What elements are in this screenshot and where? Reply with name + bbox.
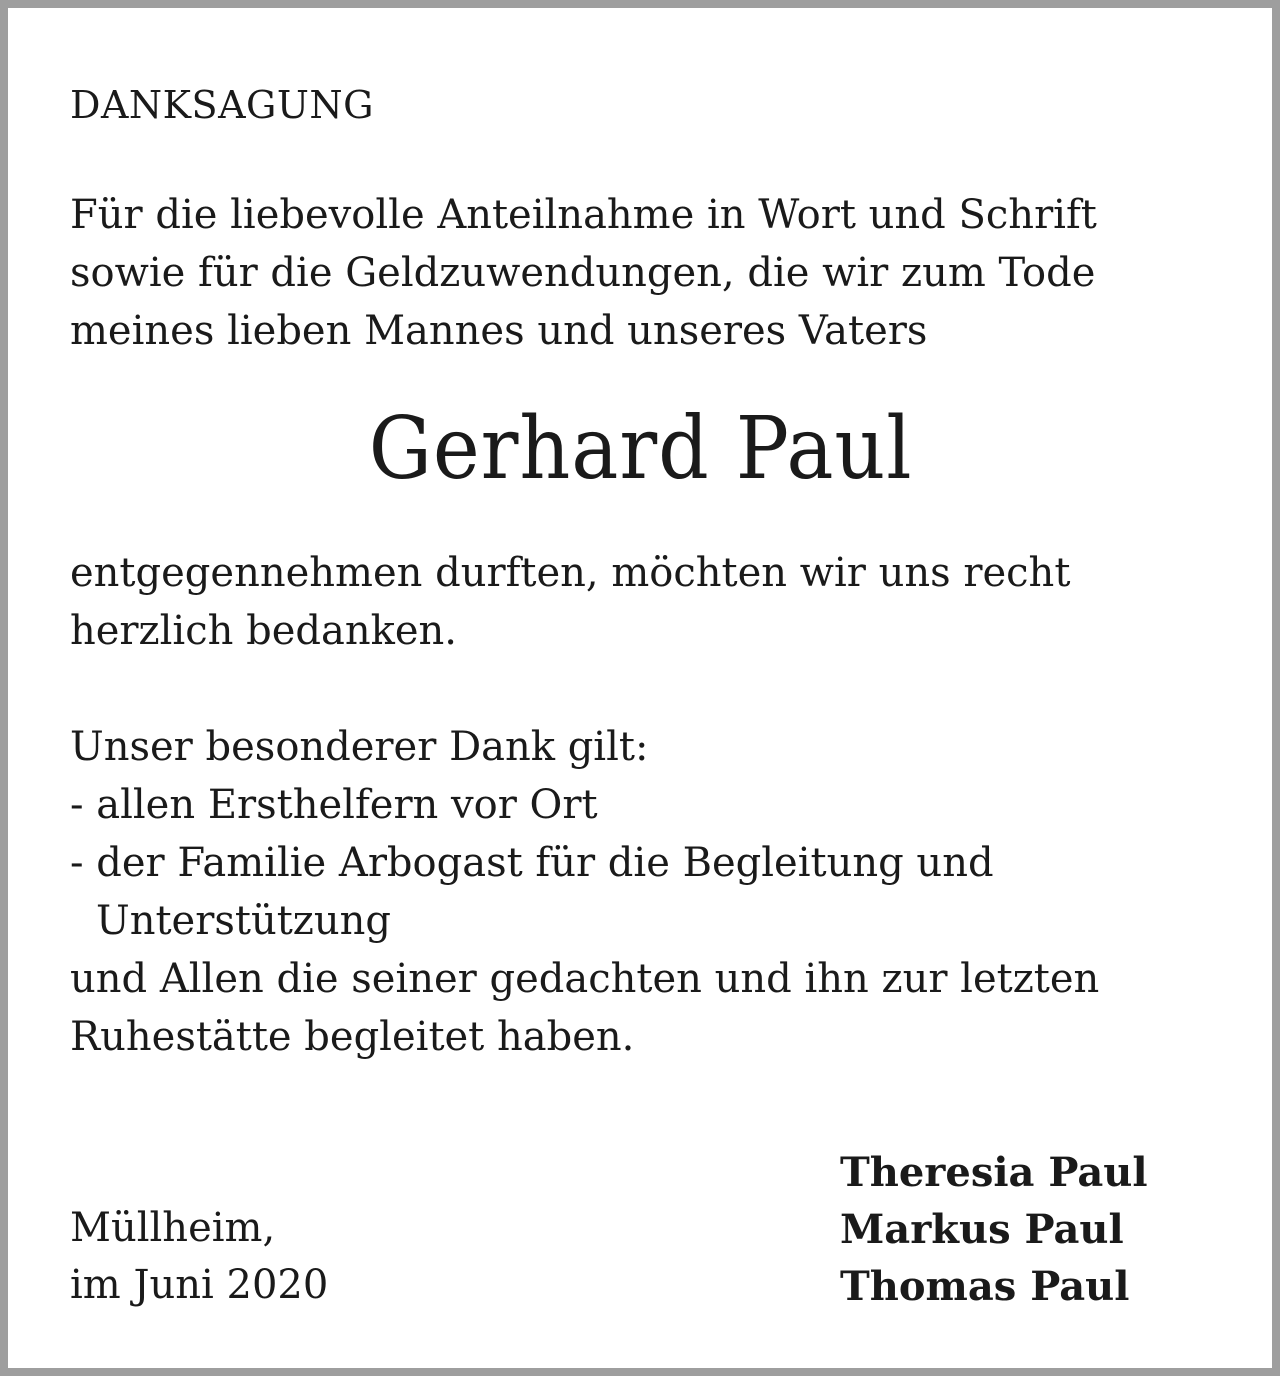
thanks-line: entgegennehmen durften, möchten wir uns recht	[70, 550, 1071, 596]
place-and-date	[70, 1200, 328, 1314]
special-thanks-intro: Unser besonderer Dank gilt:	[70, 724, 649, 770]
intro-line: meines lieben Mannes und unseres Vaters	[70, 308, 928, 354]
special-thanks-item-text: - allen Ersthelfern vor Ort	[70, 782, 598, 828]
signer-name: Theresia Paul	[840, 1149, 1148, 1196]
heading: DANKSAGUNG	[70, 83, 375, 127]
special-thanks-closing: und Allen die seiner gedachten und ihn zur letzten	[70, 956, 1100, 1002]
thanks-line: herzlich bedanken.	[70, 608, 457, 654]
signers	[840, 1144, 1148, 1315]
intro-line: sowie für die Geldzuwendungen, die wir zum Tode	[70, 250, 1096, 296]
signer-name: Markus Paul	[840, 1206, 1124, 1253]
place: Müllheim,	[70, 1205, 276, 1251]
date: im Juni 2020	[70, 1262, 329, 1308]
special-thanks-item	[70, 834, 1099, 950]
intro-paragraph	[70, 186, 1097, 360]
special-thanks-item	[70, 776, 1099, 834]
special-thanks-item-continuation: Unterstützung	[96, 898, 391, 944]
special-thanks-item-text: - der Familie Arbogast für die Begleitung und	[70, 840, 994, 886]
deceased-name: Gerhard Paul	[368, 399, 913, 499]
thanks-paragraph	[70, 544, 1070, 660]
signer-name: Thomas Paul	[840, 1263, 1130, 1310]
special-thanks-paragraph	[70, 718, 1099, 1066]
intro-line: Für die liebevolle Anteilnahme in Wort und Schrift	[70, 192, 1097, 238]
special-thanks-closing: Ruhestätte begleitet haben.	[70, 1014, 635, 1060]
